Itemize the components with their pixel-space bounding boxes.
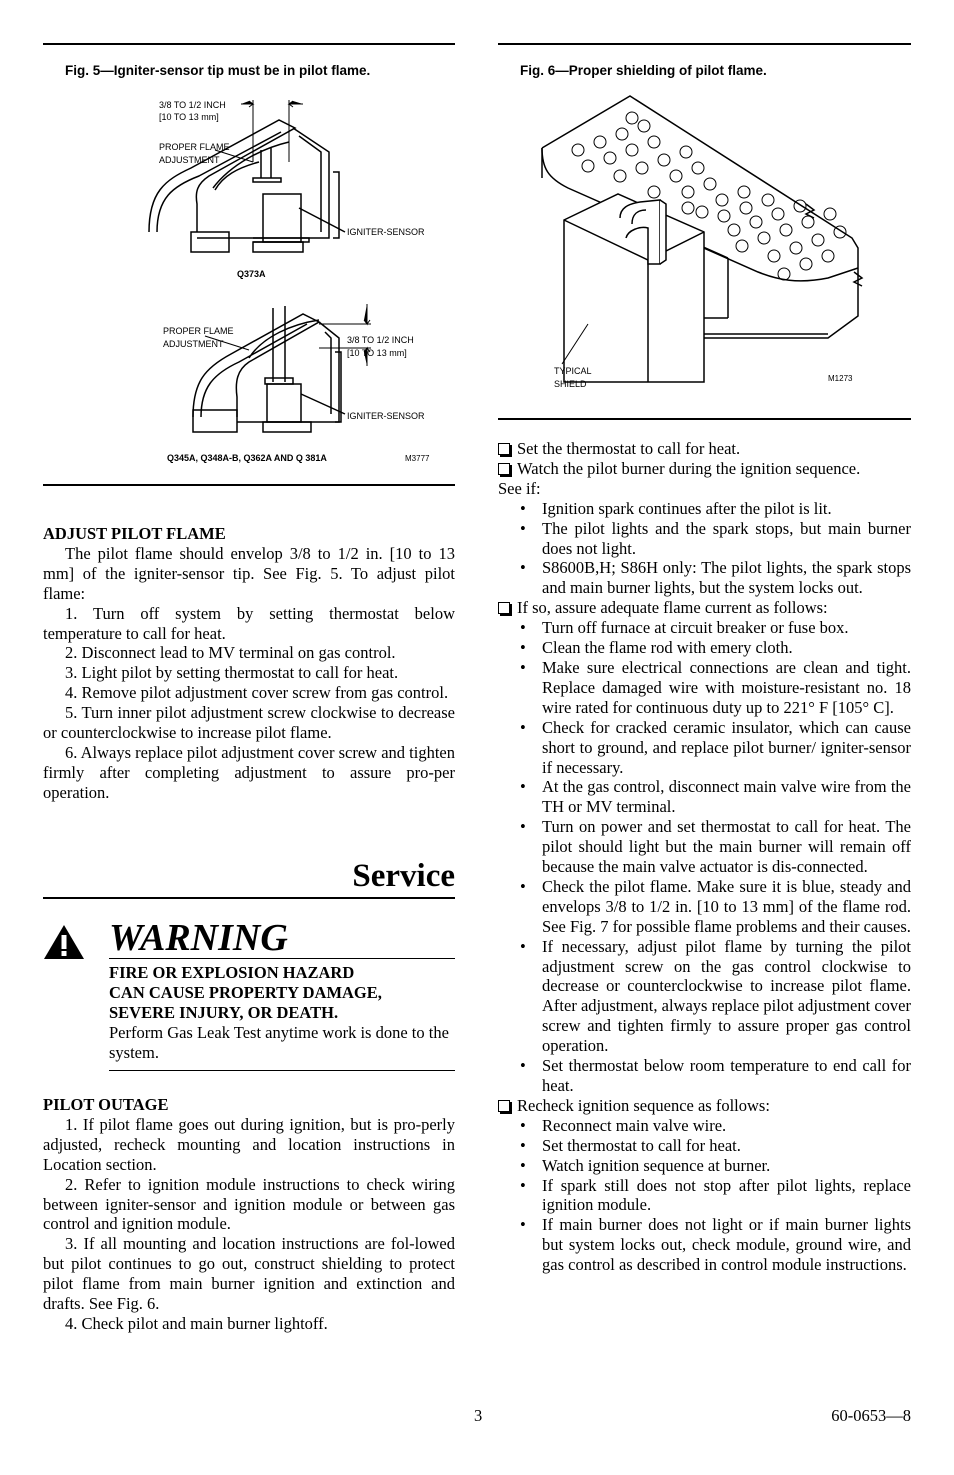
- fig6-code: M1273: [828, 374, 853, 383]
- fig5-caption: Fig. 5—Igniter-sensor tip must be in pilot flame.: [65, 63, 371, 78]
- fig6-shield-line2: SHIELD: [554, 379, 587, 389]
- check-item-4: Recheck ignition sequence as follows:: [498, 1096, 911, 1116]
- adjust-step-1: 1. Turn off system by setting thermostat below temperature to call for heat.: [43, 603, 455, 643]
- fig6-shield: [564, 194, 704, 382]
- warning-bottom-rule: [109, 1070, 455, 1071]
- warning-hazard-line1: FIRE OR EXPLOSION HAZARD: [109, 963, 355, 982]
- list-item: • Check the pilot flame. Make sure it is blue, steady and envelops 3/8 to 1/2 in. [10 to 13 mm] of the flame rod. See Fig. 7 for possible flame problems and their causes.: [542, 877, 911, 937]
- check-item-3: If so, assure adequate flame current as follows:: [498, 598, 911, 618]
- checkbox-icon: [498, 602, 510, 614]
- list-item: • Set thermostat below room temperature to end call for heat.: [542, 1056, 911, 1096]
- outage-step-3: 3. If all mounting and location instructions are fol-lowed but pilot continues to go out, construct shielding to protect pilot flame from main burner ignition and extinction and drafts. See Fig. 6.: [43, 1234, 455, 1314]
- fig5-top-model: Q373A: [237, 269, 266, 279]
- list-item: • At the gas control, disconnect main valve wire from the TH or MV terminal.: [542, 777, 911, 817]
- fig5-bottom-flame-line1: PROPER FLAME: [163, 326, 234, 336]
- fig5-diagram: [113, 92, 430, 472]
- list-item: • Make sure electrical connections are clean and tight. Replace damaged wire with moisture-resistant no. 18 wire rated for continuous duty up to 221° F [105° C].: [542, 658, 911, 718]
- check-item-2-cont: See if:: [498, 478, 541, 498]
- list-item: • Ignition spark continues after the pilot is lit.: [542, 499, 911, 519]
- outage-step-1: 1. If pilot flame goes out during ignition, but is pro-perly adjusted, recheck mounting and location instructions in Location section.: [43, 1114, 455, 1174]
- fig5-bottom-sensor-label: IGNITER-SENSOR: [347, 411, 425, 421]
- see-if-list: [498, 499, 911, 599]
- fig5-top-dim-line2: [10 TO 13 mm]: [159, 112, 219, 122]
- fig5-top-drawing: [149, 120, 345, 252]
- fig5-top-flame-line1: PROPER FLAME: [159, 142, 230, 152]
- list-item: • Watch ignition sequence at burner.: [542, 1156, 911, 1176]
- adjust-step-2: 2. Disconnect lead to MV terminal on gas control.: [65, 643, 396, 663]
- warning-body: [109, 963, 455, 1063]
- list-item: • Set thermostat to call for heat.: [542, 1136, 911, 1156]
- warning-text: Perform Gas Leak Test anytime work is done to the system.: [109, 1022, 449, 1062]
- checkbox-icon: [498, 443, 510, 455]
- fig5-bottom-models: Q345A, Q348A-B, Q362A AND Q 381A: [167, 453, 327, 463]
- adjust-intro: The pilot flame should envelop 3/8 to 1/2 in. [10 to 13 mm] of the igniter-sensor tip. See Fig. 5. To adjust pilot flame:: [43, 543, 455, 603]
- pilot-outage-section: [43, 1095, 455, 1334]
- fig6-shield-line1: TYPICAL: [554, 366, 592, 376]
- list-item: • If main burner does not light or if main burner lights but system locks out, check module, ground wire, and gas control as described in control module instructions.: [542, 1215, 911, 1275]
- fig5-top-dim-line1: 3/8 TO 1/2 INCH: [159, 100, 226, 110]
- adjust-step-6: 6. Always replace pilot adjustment cover screw and tighten firmly after completing adjustment to assure pro-per operation.: [43, 742, 455, 802]
- fig5-bottom-drawing: [193, 306, 345, 432]
- list-item: • S8600B,H; S86H only: The pilot lights, the spark stops and main burner lights, but the system locks out.: [542, 558, 911, 598]
- top-rule: [43, 43, 455, 45]
- list-item: • If necessary, adjust pilot flame by turning the pilot adjustment screw on the gas control clockwise to decrease or counterclockwise to increase pilot flame. After adjustment, always replace pilot adjustment cover screw and tighten firmly to assure proper gas control operation.: [542, 937, 911, 1056]
- warning-title-rule: [109, 958, 455, 959]
- check-item-2: Watch the pilot burner during the ignition sequence.: [498, 459, 911, 479]
- top-rule-right: [498, 43, 911, 45]
- list-item: • Reconnect main valve wire.: [542, 1116, 911, 1136]
- fig6-diagram: [528, 88, 908, 403]
- check-item-1: Set the thermostat to call for heat.: [498, 439, 911, 459]
- list-item: • Check for cracked ceramic insulator, which can cause short to ground, and replace pilot burner/ igniter-sensor if necessary.: [542, 718, 911, 778]
- adjust-pilot-section: [43, 524, 455, 803]
- list-item: • Clean the flame rod with emery cloth.: [542, 638, 911, 658]
- adjust-heading: ADJUST PILOT FLAME: [43, 524, 226, 543]
- list-item: • Turn off furnace at circuit breaker or fuse box.: [542, 618, 911, 638]
- checkbox-icon: [498, 1100, 510, 1112]
- list-item: • Turn on power and set thermostat to call for heat. The pilot should light but the main burner will remain off because the main valve actuator is dis-connected.: [542, 817, 911, 877]
- fig5-bottom-dim-line1: 3/8 TO 1/2 INCH: [347, 335, 414, 345]
- document-number: 60-0653—8: [831, 1406, 911, 1425]
- adjust-step-3: 3. Light pilot by setting thermostat to call for heat.: [65, 663, 399, 683]
- fig5-top-flame-line2: ADJUSTMENT: [159, 155, 220, 165]
- warning-hazard-line2: CAN CAUSE PROPERTY DAMAGE,: [109, 982, 382, 1002]
- adjust-step-5: 5. Turn inner pilot adjustment screw clockwise to decrease or counterclockwise to increase pilot flame.: [43, 703, 455, 743]
- fig5-code: M3777: [405, 454, 430, 463]
- fig5-bottom-flame-line2: ADJUSTMENT: [163, 339, 224, 349]
- warning-triangle-icon: [43, 924, 85, 960]
- checklist-section: [498, 439, 911, 1275]
- fig5-bottom-dim-line2: [10 TO 13 mm]: [347, 348, 407, 358]
- service-rule: [43, 897, 455, 899]
- fig6-caption: Fig. 6—Proper shielding of pilot flame.: [520, 63, 767, 78]
- checkbox-icon: [498, 463, 510, 475]
- warning-hazard-line3: SEVERE INJURY, OR DEATH.: [109, 1002, 339, 1022]
- page-number: 3: [474, 1406, 483, 1425]
- fig6-bottom-rule: [498, 418, 911, 420]
- fig5-top-sensor-label: IGNITER-SENSOR: [347, 227, 425, 237]
- recheck-list: [498, 1116, 911, 1275]
- outage-heading: PILOT OUTAGE: [43, 1095, 169, 1114]
- outage-step-4: 4. Check pilot and main burner lightoff.: [65, 1313, 328, 1333]
- warning-title: WARNING: [109, 917, 288, 959]
- list-item: • If spark still does not stop after pilot lights, replace ignition module.: [542, 1176, 911, 1216]
- list-item: • The pilot lights and the spark stops, but main burner does not light.: [542, 519, 911, 559]
- service-heading: Service: [352, 858, 455, 894]
- adjust-step-4: 4. Remove pilot adjustment cover screw from gas control.: [65, 683, 449, 703]
- flame-current-list: [498, 618, 911, 1096]
- outage-step-2: 2. Refer to ignition module instructions to check wiring between igniter-sensor and ignition module or between gas control and ignition module.: [43, 1174, 455, 1234]
- fig5-bottom-rule: [43, 484, 455, 486]
